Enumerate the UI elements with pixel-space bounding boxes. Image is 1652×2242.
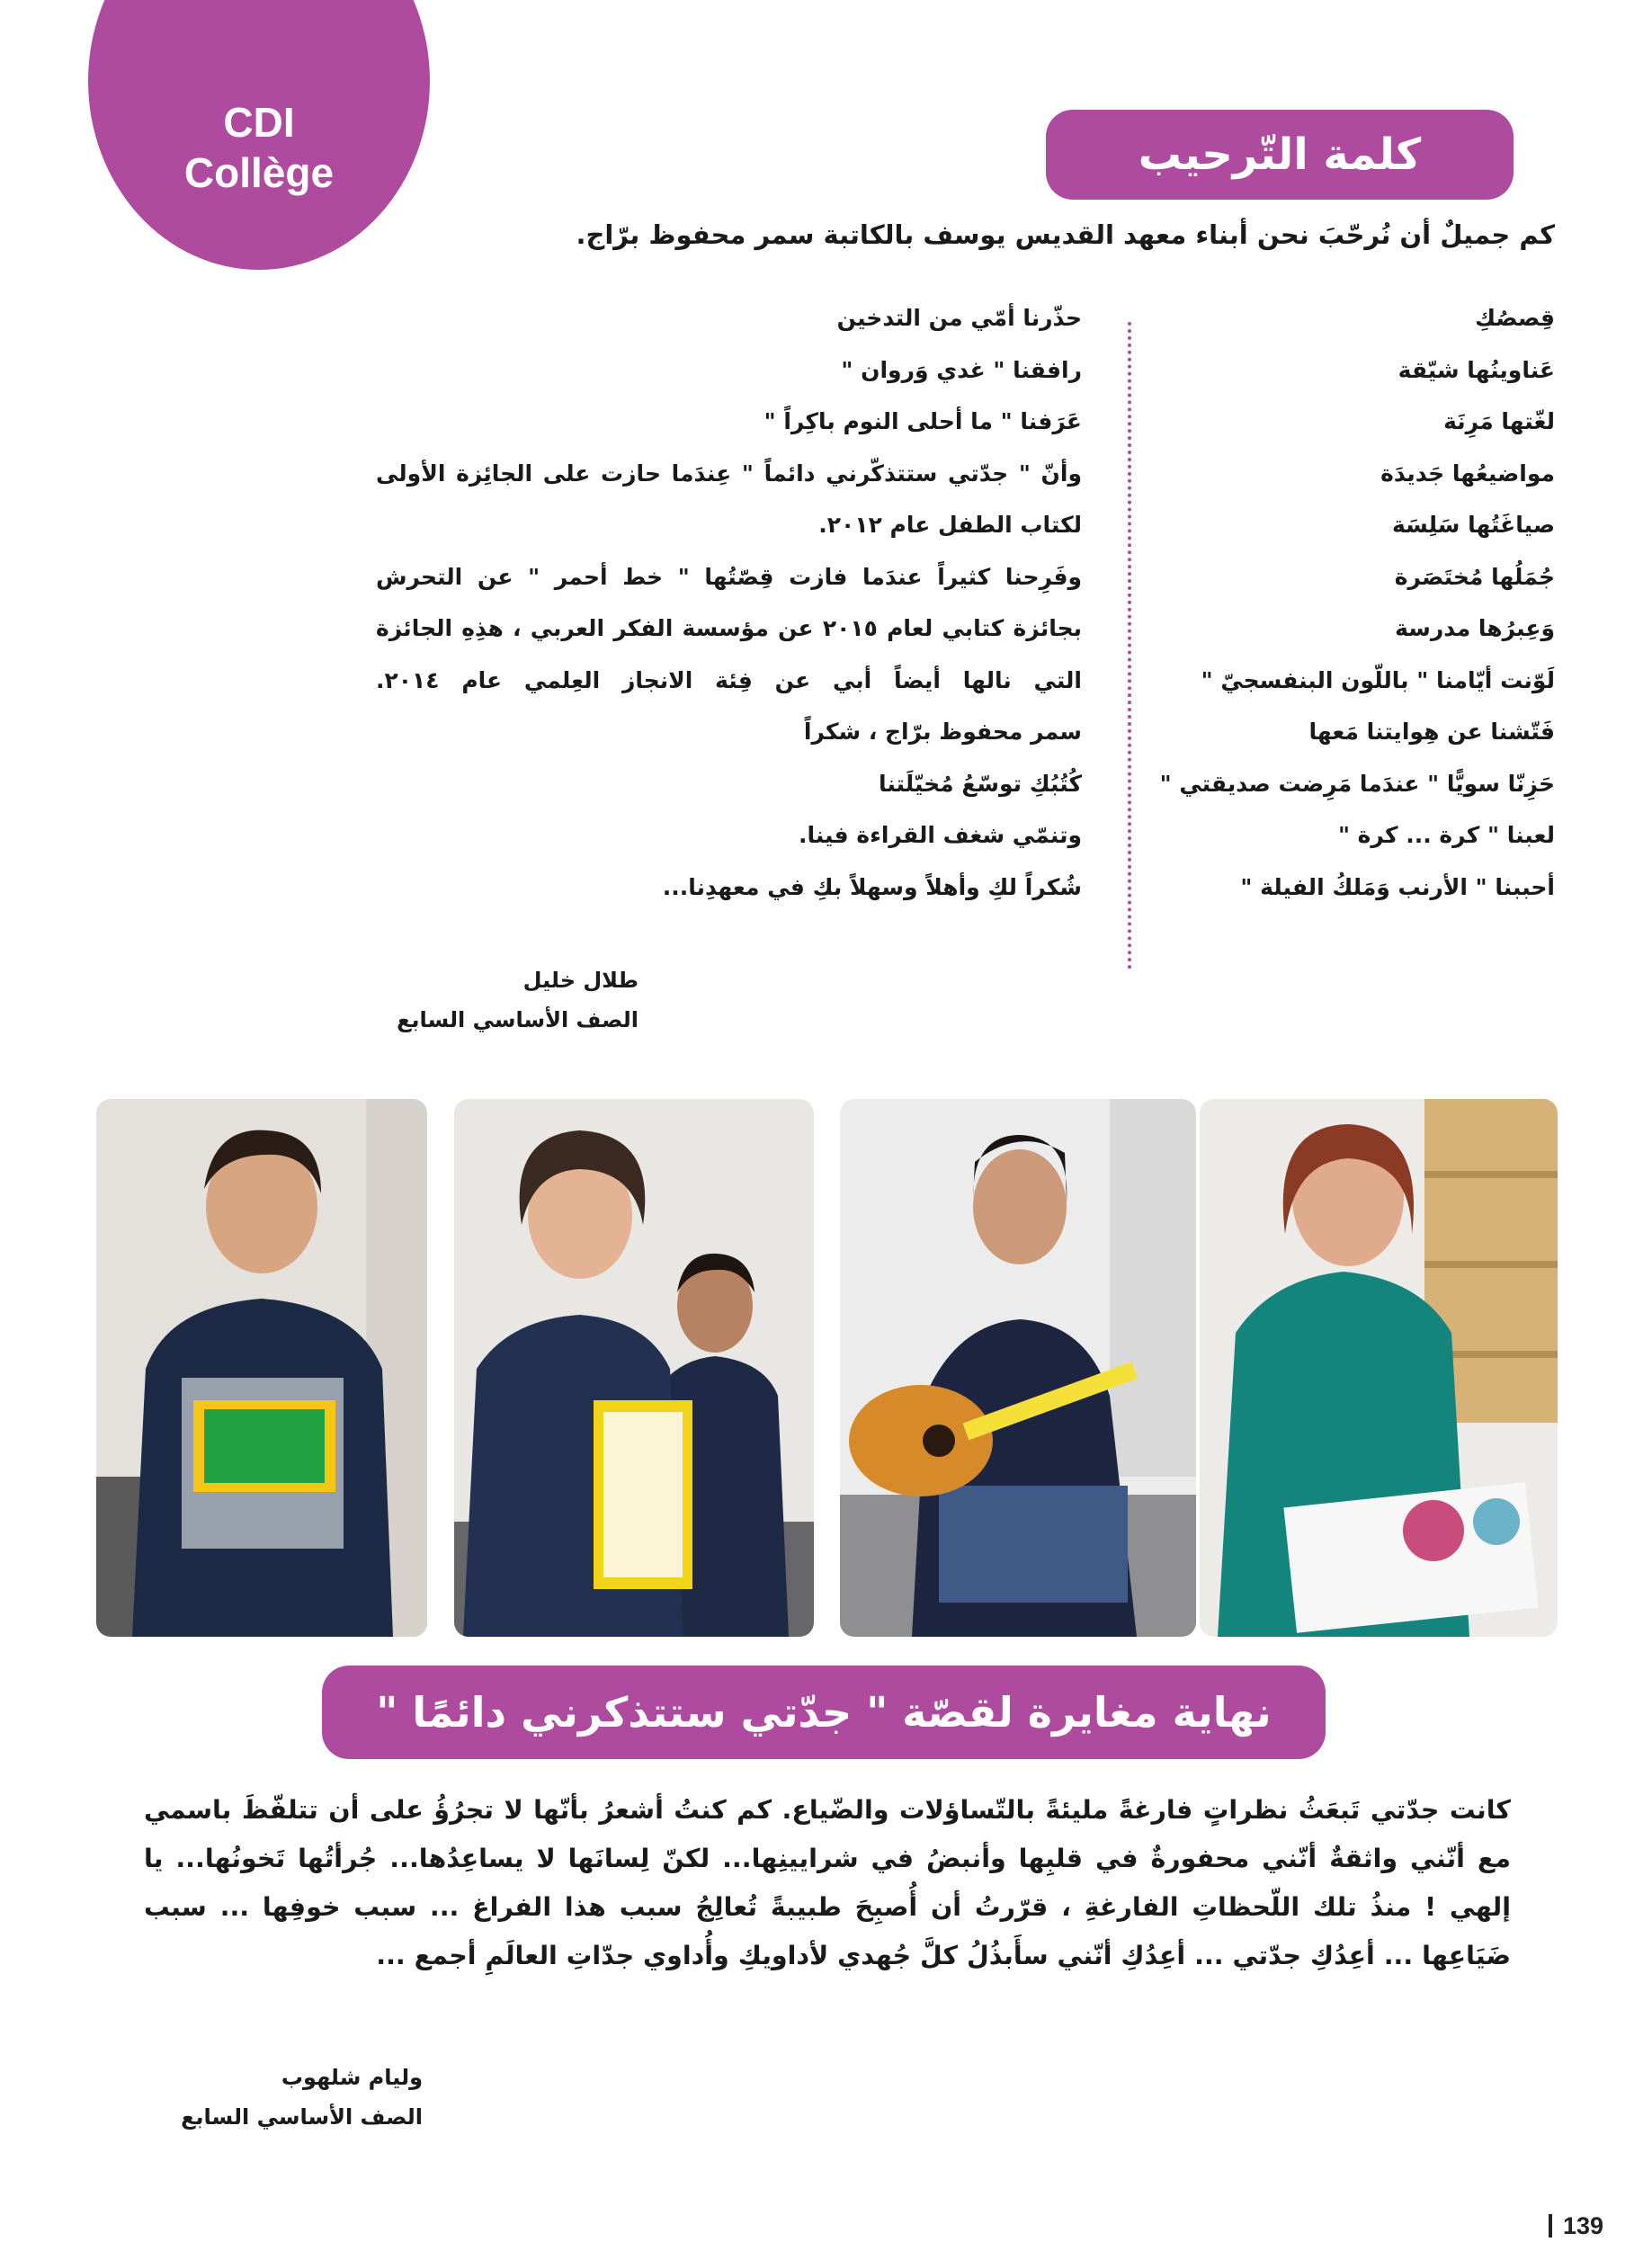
signature-2 — [135, 2058, 423, 2137]
story-title: نهاية مغايرة لقصّة " جدّتي ستتذكرني دائمًا " — [322, 1666, 1326, 1759]
cdi-badge — [88, 0, 430, 270]
poem-line: لكتاب الطفل عام ٢٠١٢. — [818, 512, 1082, 538]
poem-line: حَزِنّا سويًّا " عندَما مَرِضت صديقتي " — [1159, 770, 1555, 797]
badge-line2: Collège — [183, 149, 335, 196]
poem-line: وتنمّي شغف القراءة فينا. — [798, 822, 1082, 848]
photo-author-book — [1200, 1099, 1558, 1637]
poem-line: صياغَتُها سَلِسَة — [1391, 512, 1555, 538]
intro-text: كم جميلٌ أن نُرحّبَ نحن أبناء معهد القديس يوسف بالكاتبة سمر محفوظ برّاج. — [576, 219, 1555, 250]
poem-line: رافقنا " غدي وَروان " — [841, 356, 1082, 383]
story-text: كانت جدّتي تَبعَثُ نظراتٍ فارغةً مليئةً بالتّساؤلات والضّياع. كم كنتُ أشعرُ بأنّها لا تجرُؤُ على أن تتلفّظَ باسمي مع أنّني واثقةٌ أنّني محفورةٌ في قلبِها وأنبضُ في شرايينِها... لكنّ لِسانَها لا يساعِدُها... جُرأتُها تَخونُها... يا إلهي ! منذُ تلك اللّحظاتِ الفارغةِ ، قرّرتُ أن أُصبِحَ طبيبةً تُعالِجُ سبب هذا الفراغ ... سبب خوفِها ... سبب ضَيَاعِها ... أعِدُكِ جدّتي ... أعِدُكِ أنّني سأَبذُلُ كلَّ جُهدي لأداويكِ وأُداوي جدّاتِ العالَمِ أجمع ... — [144, 1795, 1511, 1970]
photo-student-guitar — [840, 1099, 1196, 1637]
poem-line: كُتُبُكِ توسّعُ مُخيّلَتنا — [878, 770, 1082, 797]
page-number-value: 139 — [1563, 2212, 1604, 2239]
poem-line: لغّتها مَرِنَة — [1443, 408, 1555, 434]
poem-right-column — [1159, 292, 1555, 913]
photo-two-students-yellow-page — [454, 1099, 814, 1637]
poem-line: عَناوينُها شيّقة — [1398, 356, 1555, 383]
poem-line: قِصصُكِ — [1475, 305, 1555, 331]
signature-class: الصف الأساسي السابع — [181, 2104, 423, 2130]
poem-line: وفَرِحنا كثيراً عندَما فازت قِصّتُها " خط أحمر " عن التحرش — [376, 563, 1082, 590]
column-divider — [1128, 322, 1131, 969]
poem-line: فَتّشنا عن هِوايتنا مَعها — [1308, 719, 1555, 745]
poem-line: مواضيعُها جَديدَة — [1380, 460, 1555, 487]
signature-class: الصف الأساسي السابع — [397, 1007, 638, 1032]
page-number-bar — [1549, 2214, 1552, 2238]
signature-name: طلال خليل — [522, 968, 638, 993]
poem-line: أحببنا " الأرنب وَمَلكُ الفيلة " — [1240, 873, 1555, 900]
signature-name: وليام شلهوب — [281, 2065, 423, 2090]
badge-line1: CDI — [223, 99, 295, 146]
poem-line: عَرَفنا " ما أحلى النوم باكِراً " — [763, 408, 1082, 434]
poem-line: شُكراً لكِ وأهلاً وسهلاً بكِ في معهدِنا... — [662, 873, 1082, 900]
signature-1 — [342, 960, 638, 1040]
poem-left-column — [376, 292, 1082, 913]
poem-line: لَوّنت أيّامنا " باللّون البنفسجيّ " — [1201, 666, 1555, 693]
poem-line: بجائزة كتابي لعام ٢٠١٥ عن مؤسسة الفكر العربي ، هذِهِ الجائزة — [376, 615, 1082, 641]
poem-line: وأنّ " جدّتي ستتذكّرني دائماً " عِندَما حازت على الجائِزة الأولى — [376, 460, 1082, 487]
poem-line: جُمَلُها مُختَصَرة — [1394, 563, 1555, 590]
welcome-title: كلمة التّرحيب — [1046, 110, 1514, 200]
poem-line: لعبنا " كرة ... كرة " — [1337, 822, 1555, 848]
poem-line: حذّرنا أمّي من التدخين — [836, 305, 1082, 331]
poem-line: وَعِبرُها مدرسة — [1395, 615, 1555, 641]
poem-line: التي نالها أيضاً أبي عن فِئة الانجاز العِلمي عام ٢٠١٤. — [376, 666, 1082, 693]
photo-student-green-page — [96, 1099, 427, 1637]
poem-line: سمر محفوظ برّاج ، شكراً — [803, 719, 1082, 745]
page-number — [1549, 2212, 1603, 2240]
